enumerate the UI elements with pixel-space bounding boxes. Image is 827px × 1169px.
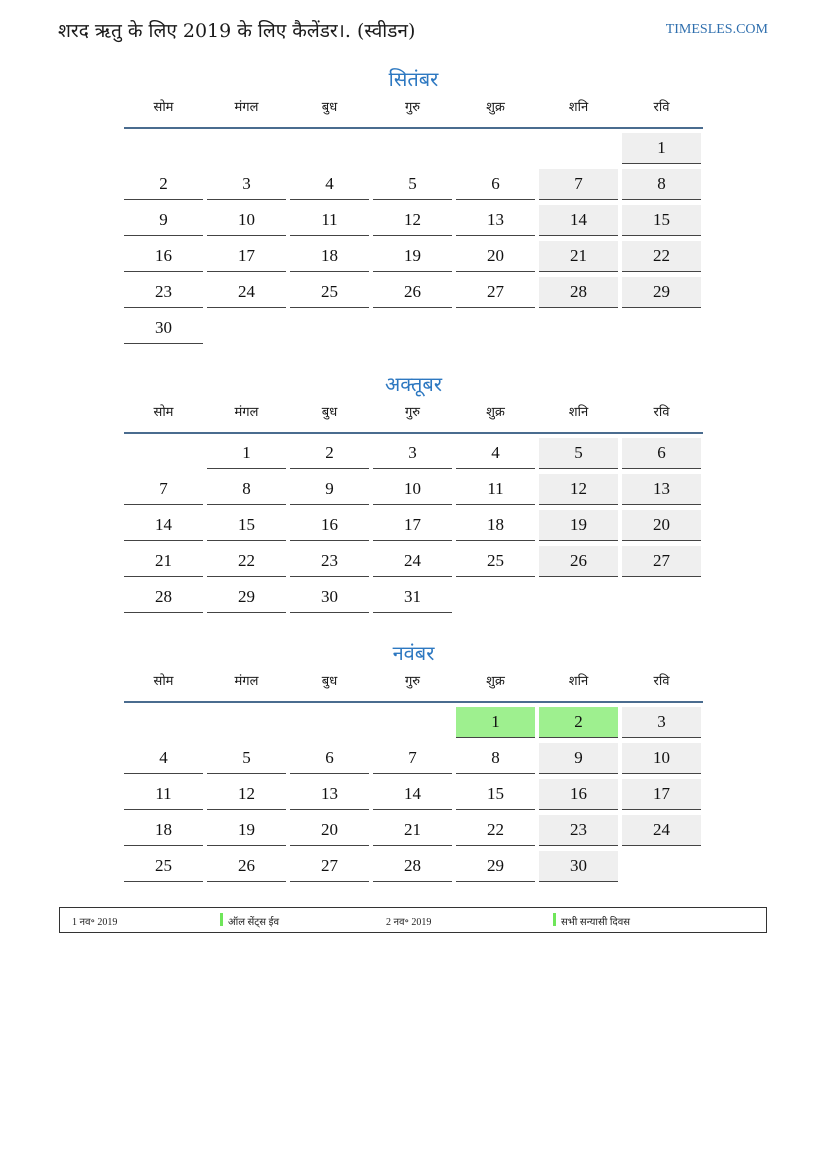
day-cell: 3 <box>622 707 701 738</box>
day-cell: 23 <box>124 277 203 308</box>
day-cell: 21 <box>124 546 203 577</box>
weekday-header-row <box>124 670 703 703</box>
day-cell: 14 <box>373 779 452 810</box>
day-cell: 3 <box>373 438 452 469</box>
day-cell: 19 <box>539 510 618 541</box>
day-cell: 30 <box>539 851 618 882</box>
empty-cell <box>290 707 369 737</box>
weekday-sun: रवि <box>653 405 670 420</box>
day-cell: 6 <box>290 743 369 774</box>
legend-holiday-1: ऑल सेंट्स ईव <box>228 917 280 928</box>
day-cell: 24 <box>373 546 452 577</box>
weekday-mon: सोम <box>153 405 174 420</box>
day-cell: 16 <box>290 510 369 541</box>
holiday-legend <box>59 907 767 933</box>
day-cell: 27 <box>456 277 535 308</box>
day-cell: 5 <box>207 743 286 774</box>
day-cell: 4 <box>290 169 369 200</box>
day-cell: 25 <box>124 851 203 882</box>
weekday-sat: शनि <box>568 674 589 689</box>
day-cell: 26 <box>207 851 286 882</box>
holiday-color-marker <box>553 913 556 926</box>
day-cell: 11 <box>124 779 203 810</box>
day-cell: 23 <box>290 546 369 577</box>
month-title: अक्तूबर <box>385 372 442 396</box>
day-cell: 24 <box>207 277 286 308</box>
day-cell: 10 <box>622 743 701 774</box>
weekday-tue: मंगल <box>234 405 259 420</box>
day-cell: 7 <box>124 474 203 505</box>
weekday-mon: सोम <box>153 100 174 115</box>
day-cell: 14 <box>124 510 203 541</box>
day-cell: 28 <box>373 851 452 882</box>
day-cell: 21 <box>373 815 452 846</box>
day-cell: 27 <box>622 546 701 577</box>
weekday-mon: सोम <box>153 674 174 689</box>
holiday-day-cell: 2 <box>539 707 618 738</box>
day-cell: 7 <box>373 743 452 774</box>
day-grid <box>124 438 703 618</box>
weekday-sat: शनि <box>568 100 589 115</box>
day-cell: 10 <box>207 205 286 236</box>
day-cell: 4 <box>124 743 203 774</box>
weekday-thu: गुरु <box>404 100 421 115</box>
month-november <box>124 640 703 887</box>
weekday-header-row <box>124 401 703 434</box>
page-title: शरद ऋतु के लिए 2019 के लिए कैलेंडर।. (स्वीडन) <box>58 20 416 42</box>
day-cell: 30 <box>124 313 203 344</box>
day-cell: 19 <box>207 815 286 846</box>
empty-cell <box>124 133 203 163</box>
day-cell: 6 <box>622 438 701 469</box>
holiday-day-cell: 1 <box>456 707 535 738</box>
month-october <box>124 371 703 618</box>
weekday-tue: मंगल <box>234 100 259 115</box>
day-cell: 21 <box>539 241 618 272</box>
day-cell: 17 <box>373 510 452 541</box>
weekday-thu: गुरु <box>404 405 421 420</box>
day-cell: 7 <box>539 169 618 200</box>
day-cell: 10 <box>373 474 452 505</box>
day-cell: 2 <box>124 169 203 200</box>
day-grid <box>124 133 703 349</box>
day-cell: 19 <box>373 241 452 272</box>
day-cell: 25 <box>290 277 369 308</box>
month-september <box>124 66 703 349</box>
day-cell: 25 <box>456 546 535 577</box>
day-cell: 13 <box>290 779 369 810</box>
day-cell: 6 <box>456 169 535 200</box>
month-title: सितंबर <box>388 67 439 91</box>
day-cell: 24 <box>622 815 701 846</box>
day-cell: 16 <box>124 241 203 272</box>
holiday-color-marker <box>220 913 223 926</box>
day-cell: 9 <box>124 205 203 236</box>
day-cell: 12 <box>373 205 452 236</box>
day-cell: 29 <box>456 851 535 882</box>
weekday-wed: बुध <box>321 674 338 689</box>
empty-cell <box>456 133 535 163</box>
day-cell: 9 <box>539 743 618 774</box>
day-cell: 29 <box>622 277 701 308</box>
day-cell: 31 <box>373 582 452 613</box>
day-cell: 28 <box>539 277 618 308</box>
weekday-thu: गुरु <box>404 674 421 689</box>
day-cell: 13 <box>456 205 535 236</box>
day-cell: 5 <box>539 438 618 469</box>
day-cell: 26 <box>373 277 452 308</box>
weekday-tue: मंगल <box>234 674 259 689</box>
day-cell: 17 <box>207 241 286 272</box>
legend-date-1: 1 नव॰ 2019 <box>72 917 118 928</box>
day-cell: 30 <box>290 582 369 613</box>
day-cell: 20 <box>456 241 535 272</box>
day-cell: 8 <box>456 743 535 774</box>
day-cell: 22 <box>207 546 286 577</box>
day-cell: 11 <box>456 474 535 505</box>
day-cell: 1 <box>622 133 701 164</box>
day-cell: 28 <box>124 582 203 613</box>
day-cell: 5 <box>373 169 452 200</box>
month-title: नवंबर <box>392 641 435 665</box>
empty-cell <box>207 707 286 737</box>
day-cell: 8 <box>622 169 701 200</box>
empty-cell <box>207 133 286 163</box>
day-cell: 15 <box>456 779 535 810</box>
legend-holiday-2: सभी सन्यासी दिवस <box>561 917 631 928</box>
weekday-sun: रवि <box>653 100 670 115</box>
day-cell: 20 <box>622 510 701 541</box>
empty-cell <box>373 707 452 737</box>
day-cell: 22 <box>456 815 535 846</box>
day-cell: 12 <box>539 474 618 505</box>
empty-cell <box>290 133 369 163</box>
site-link[interactable]: TIMESLES.COM <box>665 22 768 37</box>
day-cell: 18 <box>290 241 369 272</box>
day-grid <box>124 707 703 887</box>
day-cell: 22 <box>622 241 701 272</box>
day-cell: 16 <box>539 779 618 810</box>
day-cell: 12 <box>207 779 286 810</box>
day-cell: 23 <box>539 815 618 846</box>
empty-cell <box>124 438 203 468</box>
weekday-fri: शुक्र <box>486 674 505 689</box>
empty-cell <box>124 707 203 737</box>
day-cell: 4 <box>456 438 535 469</box>
day-cell: 20 <box>290 815 369 846</box>
weekday-sun: रवि <box>653 674 670 689</box>
day-cell: 3 <box>207 169 286 200</box>
weekday-header-row <box>124 96 703 129</box>
day-cell: 18 <box>124 815 203 846</box>
day-cell: 8 <box>207 474 286 505</box>
day-cell: 2 <box>290 438 369 469</box>
day-cell: 18 <box>456 510 535 541</box>
legend-date-2: 2 नव॰ 2019 <box>386 917 432 928</box>
day-cell: 1 <box>207 438 286 469</box>
day-cell: 17 <box>622 779 701 810</box>
weekday-fri: शुक्र <box>486 100 505 115</box>
day-cell: 27 <box>290 851 369 882</box>
weekday-wed: बुध <box>321 405 338 420</box>
day-cell: 14 <box>539 205 618 236</box>
empty-cell <box>373 133 452 163</box>
weekday-fri: शुक्र <box>486 405 505 420</box>
day-cell: 29 <box>207 582 286 613</box>
day-cell: 11 <box>290 205 369 236</box>
weekday-sat: शनि <box>568 405 589 420</box>
day-cell: 15 <box>207 510 286 541</box>
day-cell: 15 <box>622 205 701 236</box>
empty-cell <box>539 133 618 163</box>
day-cell: 13 <box>622 474 701 505</box>
day-cell: 26 <box>539 546 618 577</box>
day-cell: 9 <box>290 474 369 505</box>
weekday-wed: बुध <box>321 100 338 115</box>
